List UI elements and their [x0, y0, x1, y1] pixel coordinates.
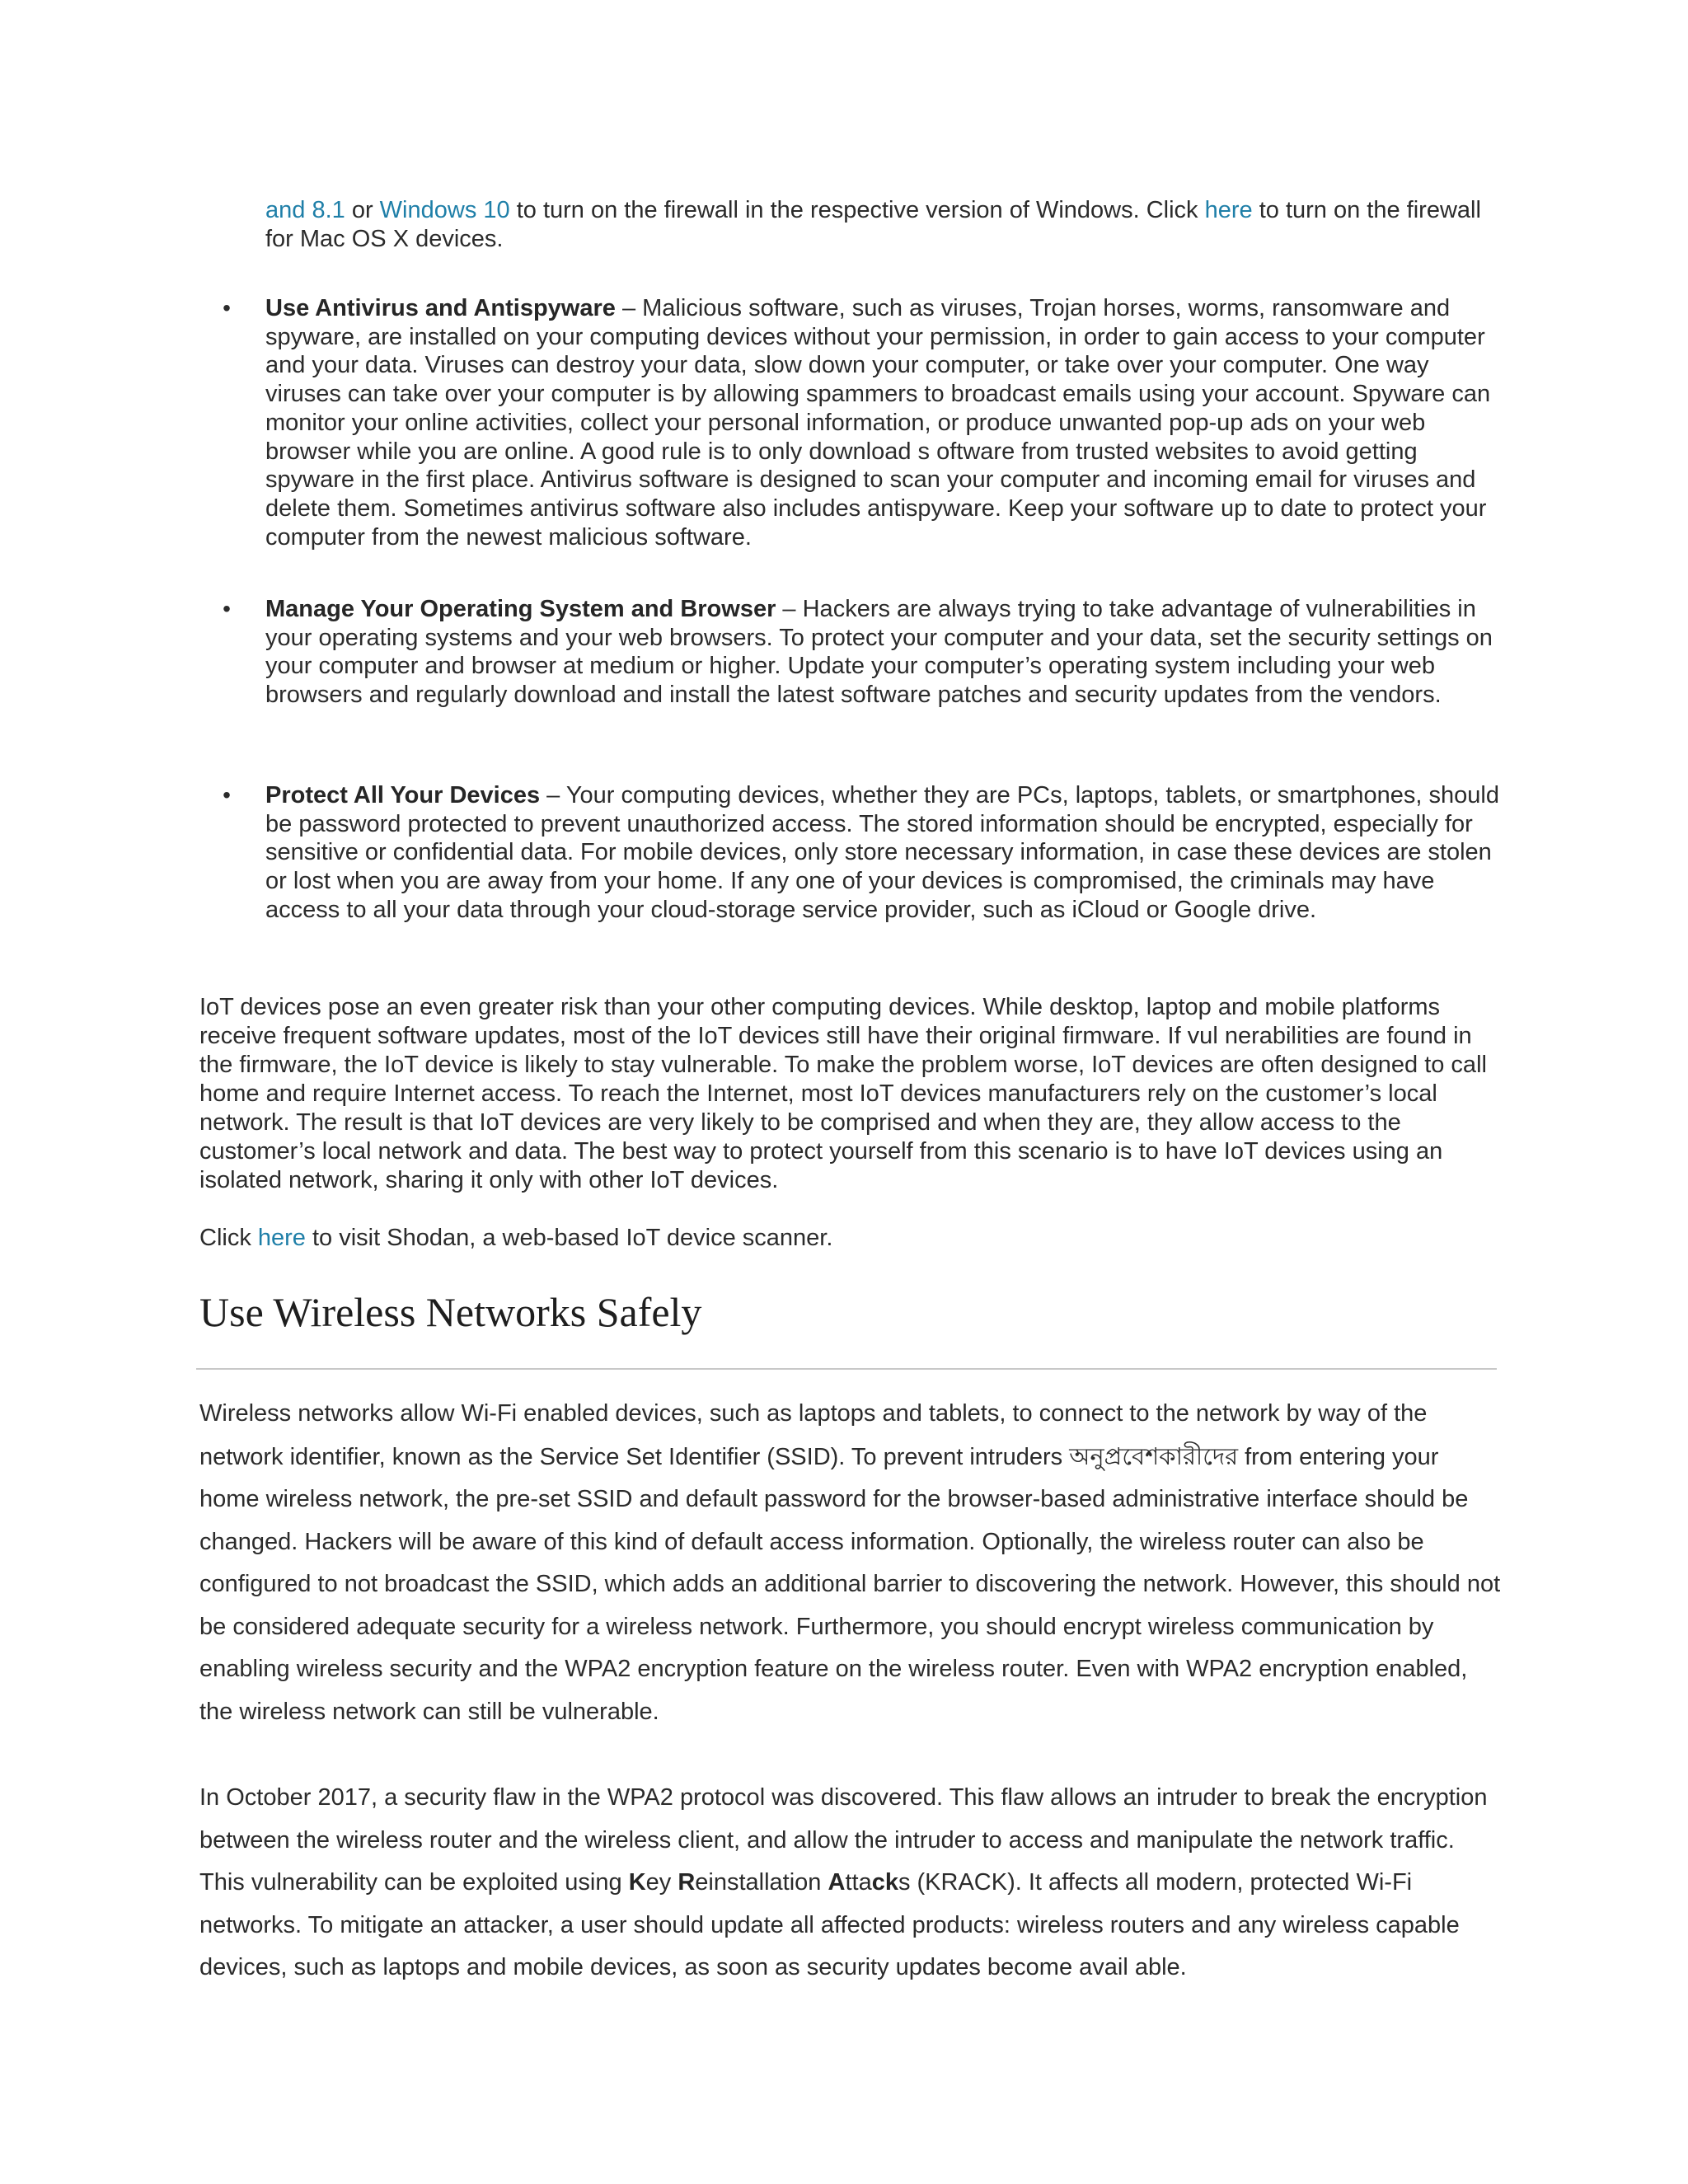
- bullet-body: – Malicious software, such as viruses, Trojan horses, worms, ransomware and spyware, are installed on your computing devices without your permission, in order to gain access to your computer and your data. Viruses can destroy your data, slow down your computer, or take over your computer. One way viruses can take over your computer is by allowing spammers to broadcast emails using your account. Spyware can monitor your online activities, collect your personal information, or produce unwanted pop-up ads on your web browser while you are online. A good rule is to only download s oftware from trusted websites to avoid getting spyware in the first place. Antivirus software is designed to scan your computer and incoming email for viruses and delete them. Sometimes antivirus software also includes antispyware. Keep your software up to date to protect your computer from the newest malicious software.: [265, 295, 1491, 551]
- bullet-title: Manage Your Operating System and Browser: [265, 596, 776, 622]
- continuation-text-3: to turn on the firewall for Mac OS X devices.: [265, 197, 1481, 252]
- bullet-dot-icon: •: [223, 782, 231, 808]
- bullet-operating-system: [223, 595, 1502, 710]
- shodan-prefix: Click: [199, 1225, 258, 1251]
- mac-firewall-link[interactable]: here: [1204, 197, 1253, 223]
- windows-10-link[interactable]: Windows 10: [379, 197, 510, 223]
- continuation-text-1: or: [345, 197, 380, 223]
- bullet-body: – Your computing devices, whether they are PCs, laptops, tablets, or smartphones, should be password protected to prevent unauthorized access. The stored information should be encrypted, especially for sensitive or confidential data. For mobile devices, only store necessary information, in case these devices are stolen or lost when you are away from your home. If any one of your devices is compromised, the criminals may have access to all your data through your cloud-storage service provider, such as iCloud or Google drive.: [265, 782, 1499, 923]
- bullet-dot-icon: •: [223, 596, 231, 621]
- krack-text-2: s (KRACK). It affects all modern, protected Wi-Fi networks. To mitigate an attacker, a user should update all affected products: wireless routers and any wireless capable devices, such as laptops and mobile devices, as soon as security updates become avail able.: [199, 1869, 1460, 1980]
- krack-ck: ck: [871, 1869, 898, 1896]
- iot-paragraph: IoT devices pose an even greater risk than your other computing devices. While desktop, laptop and mobile platforms receive frequent software updates, most of the IoT devices still have their original firmware. If vul nerabilities are found in the firmware, the IoT device is likely to stay vulnerable. To make the problem worse, IoT devices are often designed to call home and require Internet access. To reach the Internet, most IoT devices manufacturers rely on the customer’s local network. The result is that IoT devices are very likely to be comprised and when they are, they allow access to the customer’s local network and data. The best way to protect yourself from this scenario is to have IoT devices using an isolated network, sharing it only with other IoT devices.: [199, 994, 1487, 1193]
- section-divider: [196, 1368, 1497, 1370]
- krack-tta: tta: [845, 1869, 872, 1896]
- krack-a: A: [828, 1869, 846, 1896]
- wireless-paragraph: [199, 1393, 1502, 1733]
- krack-text-1: In October 2017, a security flaw in the WPA2 protocol was discovered. This flaw allows an intruder to break the encryption between the wireless router and the wireless client, and allow the intruder to access and manipulate the network traffic. This vulnerability can be exploited using: [199, 1784, 1488, 1896]
- continuation-text-2: to turn on the firewall in the respective version of Windows. Click: [509, 197, 1205, 223]
- krack-ey: ey: [645, 1869, 678, 1896]
- wireless-text-1: Wireless networks allow Wi-Fi enabled devices, such as laptops and tablets, to connect to the network by way of the network identifier, known as the Service Set Identifier (SSID). To prevent intruders: [199, 1400, 1428, 1470]
- krack-einstallation: einstallation: [695, 1869, 828, 1896]
- bullet-antivirus: [223, 294, 1502, 551]
- bullet-protect-devices: [223, 781, 1502, 925]
- bullet-body: – Hackers are always trying to take advantage of vulnerabilities in your operating systems and your web browsers. To protect your computer and your data, set the security settings on your computer and browser at medium or higher. Update your computer’s operating system including your web browsers and regularly download and install the latest software patches and security updates from the vendors.: [265, 596, 1493, 709]
- bullet-title: Protect All Your Devices: [265, 782, 541, 808]
- krack-k: K: [628, 1869, 646, 1896]
- windows-8-1-link[interactable]: and 8.1: [265, 197, 345, 223]
- bullet-title: Use Antivirus and Antispyware: [265, 295, 616, 321]
- section-heading: Use Wireless Networks Safely: [199, 1289, 702, 1335]
- shodan-link[interactable]: here: [257, 1225, 306, 1251]
- shodan-suffix: to visit Shodan, a web-based IoT device scanner.: [305, 1225, 833, 1251]
- shodan-paragraph: [199, 1224, 1502, 1253]
- krack-paragraph: [199, 1777, 1502, 1990]
- firewall-continuation-paragraph: [265, 196, 1502, 254]
- bengali-word: অনুপ্রবেশকারীদের: [1069, 1441, 1239, 1470]
- bullet-dot-icon: •: [223, 295, 231, 321]
- krack-r: R: [678, 1869, 696, 1896]
- wireless-text-2: from entering your home wireless network, the pre-set SSID and default password for the browser-based administrative interface should be changed. Hackers will be aware of this kind of default access information. Optionally, the wireless router can also be configured to not broadcast the SSID, which adds an additional barrier to discovering the network. However, this should not be considered adequate security for a wireless network. Furthermore, you should encrypt wireless communication by enabling wireless security and the WPA2 encryption feature on the wireless router. Even with WPA2 encryption enabled, the wireless network can still be vulnerable.: [199, 1443, 1501, 1725]
